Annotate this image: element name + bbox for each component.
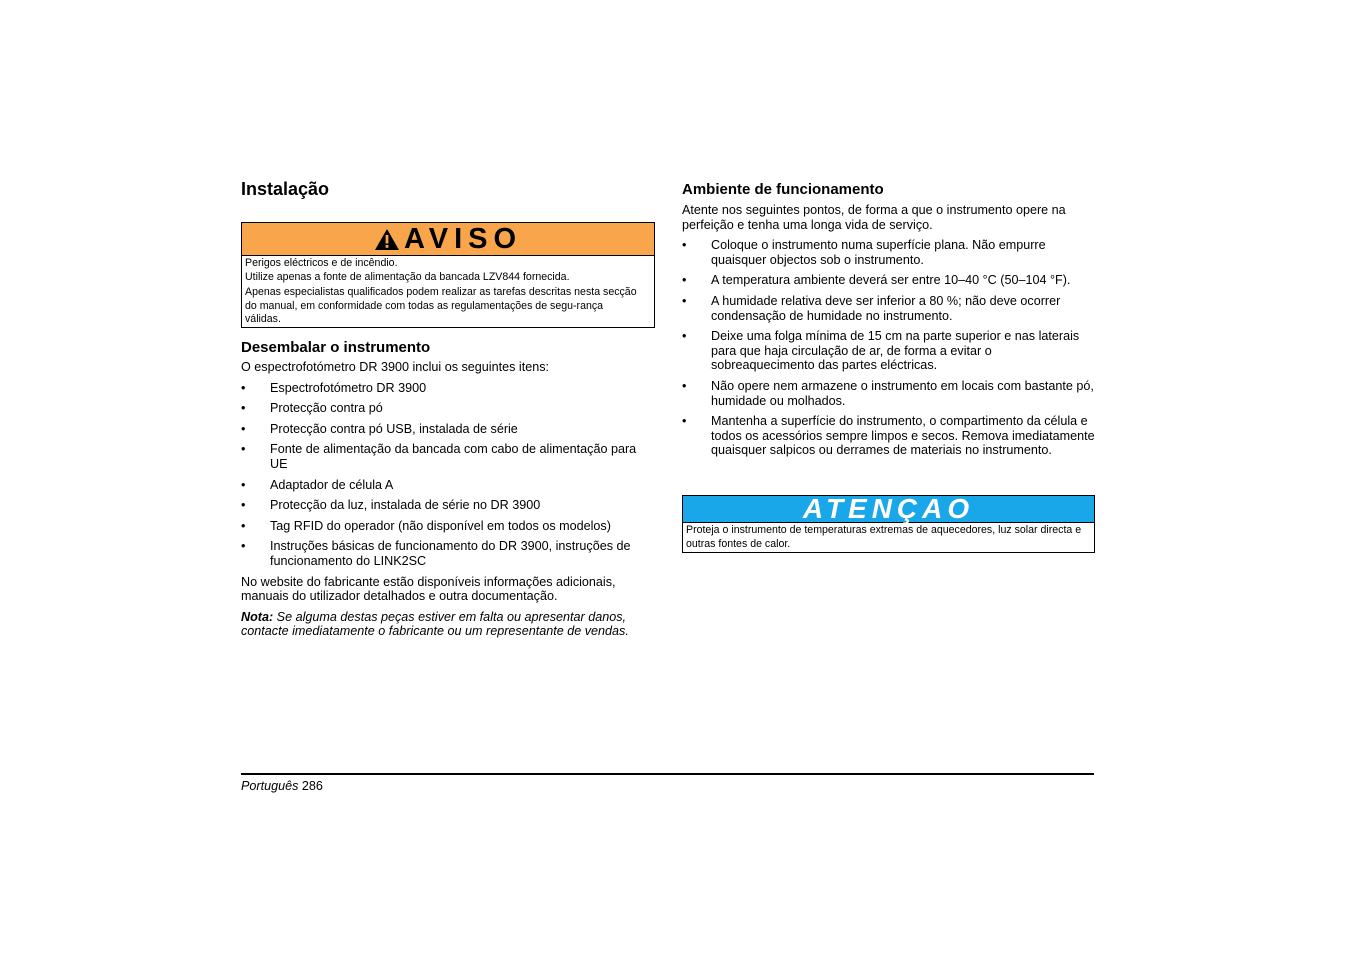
list-item: • Tag RFID do operador (não disponível em todos os modelos)	[241, 518, 611, 533]
environment-list	[682, 238, 1095, 458]
warning-line: Utilize apenas a fonte de alimentação da bancada LZV844 fornecida.	[245, 270, 570, 283]
warning-header	[242, 223, 654, 256]
environment-heading: Ambiente de funcionamento	[682, 181, 884, 198]
list-item: • Coloque o instrumento numa superfície plana. Não empurre quaisquer objectos sob o instrumento.	[682, 238, 1046, 267]
caution-body: Proteja o instrumento de temperaturas extremas de aquecedores, luz solar directa e outras fontes de calor.	[686, 524, 1082, 550]
list-item: • Protecção contra pó	[241, 401, 383, 416]
list-item: • Fonte de alimentação da bancada com cabo de alimentação para UE	[241, 442, 637, 471]
caution-title: ATENÇAO	[802, 493, 975, 524]
warning-title: AVISO	[403, 223, 523, 255]
warning-triangle-icon	[374, 228, 400, 251]
page-number: 286	[301, 779, 323, 793]
footer	[241, 779, 323, 793]
footer-language: Português	[241, 779, 299, 793]
list-item: • Instruções básicas de funcionamento do DR 3900, instruções de funcionamento do LINK2SC	[241, 539, 631, 568]
list-item: • Protecção da luz, instalada de série no DR 3900	[241, 498, 541, 513]
more-info-text: No website do fabricante estão disponíveis informações adicionais, manuais do utilizador detalhados e outra documentação.	[241, 574, 616, 604]
unpack-intro: O espectrofotómetro DR 3900 inclui os seguintes itens:	[241, 360, 550, 374]
list-item: • Deixe uma folga mínima de 15 cm na parte superior e nas laterais para que haja circulação de ar, de forma a evitar o sobreaquecimento das partes eléctricas.	[682, 329, 1080, 373]
warning-box	[241, 222, 655, 328]
note-text: Se alguma destas peças estiver em falta ou apresentar danos, contacte imediatamente o fabricante ou um representante de vendas.	[241, 609, 629, 639]
list-item: • Protecção contra pó USB, instalada de série	[241, 421, 518, 436]
warning-body	[242, 256, 654, 328]
warning-line: Perigos eléctricos e de incêndio.	[245, 257, 398, 269]
unpack-heading: Desembalar o instrumento	[241, 339, 431, 356]
environment-section	[682, 180, 1095, 458]
section-title: Instalação	[241, 179, 330, 199]
note	[241, 610, 655, 639]
caution-header	[683, 493, 1094, 524]
warning-paragraph: Apenas especialistas qualificados podem realizar as tarefas descritas nesta secção do manual, em conformidade com todas as regulamentações de segu-rança válidas.	[245, 286, 637, 326]
list-item: • Mantenha a superfície do instrumento, o compartimento da célula e todos os acessórios sempre limpos e secos. Remova imediatamente quaisquer salpicos ou derrames de materiais no instrumento.	[682, 414, 1095, 458]
unpack-list	[241, 381, 655, 569]
environment-intro: Atente nos seguintes pontos, de forma a que o instrumento opere na perfeição e tenha uma longa vida de serviço.	[682, 203, 1066, 232]
caution-box	[682, 495, 1095, 553]
note-label: Nota:	[241, 609, 274, 624]
list-item: • Espectrofotómetro DR 3900	[241, 380, 427, 395]
list-item: • A humidade relativa deve ser inferior a 80 %; não deve ocorrer condensação de humidade no instrumento.	[682, 293, 1061, 323]
unpack-section	[241, 338, 655, 639]
footer-divider	[241, 773, 1094, 775]
list-item: • Não opere nem armazene o instrumento em locais com bastante pó, humidade ou molhados.	[682, 378, 1094, 408]
list-item: • Adaptador de célula A	[241, 477, 394, 492]
list-item: • A temperatura ambiente deverá ser entre 10–40 °C (50–104 °F).	[682, 273, 1071, 288]
